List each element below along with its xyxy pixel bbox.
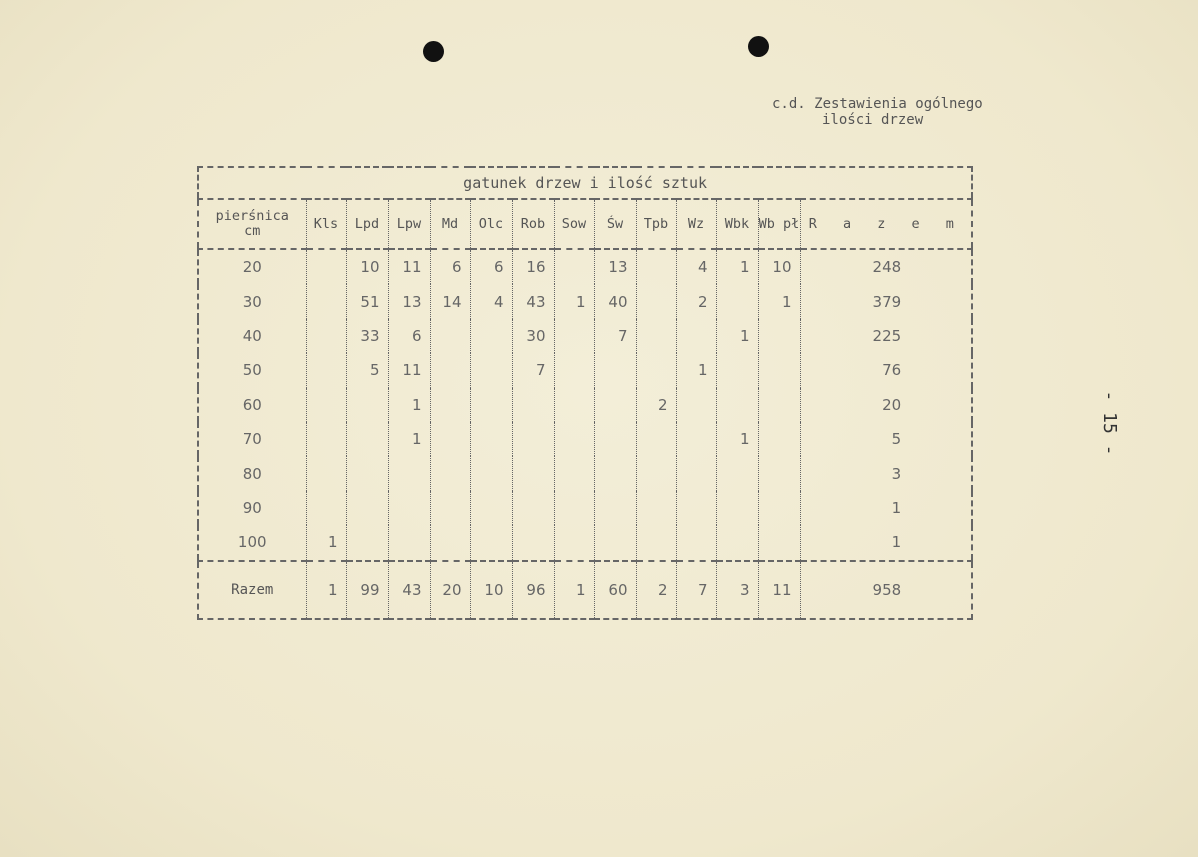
tree-count-table (197, 166, 973, 620)
row-total-cell: 1 (800, 491, 972, 525)
count-cell (716, 284, 758, 318)
count-cell (470, 422, 512, 456)
sum-cell: 99 (346, 561, 388, 619)
count-cell: 13 (388, 284, 430, 318)
count-cell: 2 (676, 284, 716, 318)
sum-label: Razem (198, 561, 306, 619)
column-header-total: R a z e m (800, 199, 972, 249)
count-cell (594, 525, 636, 560)
column-header-species: Św (594, 199, 636, 249)
column-header-diameter (198, 199, 306, 249)
row-total-cell: 248 (800, 249, 972, 284)
sum-cell: 60 (594, 561, 636, 619)
count-cell: 1 (758, 284, 800, 318)
column-header-species: Lpd (346, 199, 388, 249)
count-cell (636, 249, 676, 284)
count-cell: 7 (594, 319, 636, 353)
count-cell (430, 319, 470, 353)
diameter-label: pierśnica (215, 208, 289, 224)
table-caption: gatunek drzew i ilość sztuk (198, 167, 972, 199)
count-cell (594, 491, 636, 525)
count-cell (346, 525, 388, 560)
table-row (198, 284, 972, 318)
row-total-cell: 379 (800, 284, 972, 318)
count-cell (306, 491, 346, 525)
count-cell: 14 (430, 284, 470, 318)
count-cell (346, 422, 388, 456)
count-cell (306, 456, 346, 490)
count-cell (388, 525, 430, 560)
diameter-cell: 90 (198, 491, 306, 525)
count-cell (430, 422, 470, 456)
column-header-species: Rob (512, 199, 554, 249)
count-cell (512, 456, 554, 490)
count-cell (430, 388, 470, 422)
diameter-cell: 100 (198, 525, 306, 560)
count-cell (470, 353, 512, 387)
diameter-cell: 60 (198, 388, 306, 422)
count-cell (306, 353, 346, 387)
count-cell: 6 (430, 249, 470, 284)
count-cell: 13 (594, 249, 636, 284)
count-cell: 1 (716, 319, 758, 353)
count-cell (758, 456, 800, 490)
row-total-cell: 1 (800, 525, 972, 560)
table-row (198, 525, 972, 560)
count-cell (758, 388, 800, 422)
row-total-cell: 3 (800, 456, 972, 490)
count-cell (470, 525, 512, 560)
count-cell (306, 249, 346, 284)
document-heading (772, 96, 983, 128)
count-cell (636, 353, 676, 387)
count-cell (430, 353, 470, 387)
count-cell: 6 (470, 249, 512, 284)
count-cell (758, 525, 800, 560)
count-cell (554, 388, 594, 422)
column-header-species: Wz (676, 199, 716, 249)
count-cell (758, 353, 800, 387)
count-cell: 1 (676, 353, 716, 387)
diameter-unit: cm (244, 223, 261, 239)
column-header-species: Olc (470, 199, 512, 249)
column-header-species: Lpw (388, 199, 430, 249)
heading-line-2: ilości drzew (822, 112, 924, 128)
count-cell (716, 491, 758, 525)
sum-cell: 1 (554, 561, 594, 619)
column-header-species: Kls (306, 199, 346, 249)
count-cell: 2 (636, 388, 676, 422)
count-cell (512, 525, 554, 560)
punch-hole (748, 36, 769, 57)
count-cell (758, 422, 800, 456)
count-cell (554, 353, 594, 387)
count-cell: 1 (716, 249, 758, 284)
count-cell: 30 (512, 319, 554, 353)
count-cell: 40 (594, 284, 636, 318)
diameter-cell: 80 (198, 456, 306, 490)
count-cell: 33 (346, 319, 388, 353)
row-total-cell: 225 (800, 319, 972, 353)
count-cell (594, 353, 636, 387)
count-cell: 1 (388, 388, 430, 422)
count-cell (554, 319, 594, 353)
count-cell (636, 422, 676, 456)
count-cell (388, 456, 430, 490)
sum-row (198, 561, 972, 619)
table-row (198, 353, 972, 387)
count-cell (676, 319, 716, 353)
count-cell: 5 (346, 353, 388, 387)
count-cell: 1 (388, 422, 430, 456)
sum-cell: 10 (470, 561, 512, 619)
column-header-species: Sow (554, 199, 594, 249)
count-cell (676, 388, 716, 422)
count-cell (470, 456, 512, 490)
count-cell: 1 (554, 284, 594, 318)
count-cell: 11 (388, 249, 430, 284)
count-cell (676, 491, 716, 525)
table-row (198, 491, 972, 525)
count-cell (758, 319, 800, 353)
sum-cell: 1 (306, 561, 346, 619)
count-cell: 51 (346, 284, 388, 318)
row-total-cell: 5 (800, 422, 972, 456)
count-cell (554, 422, 594, 456)
count-cell (512, 491, 554, 525)
table-row (198, 422, 972, 456)
count-cell (716, 388, 758, 422)
count-cell (346, 388, 388, 422)
sum-cell: 11 (758, 561, 800, 619)
count-cell: 10 (346, 249, 388, 284)
row-total-cell: 20 (800, 388, 972, 422)
count-cell: 43 (512, 284, 554, 318)
count-cell (388, 491, 430, 525)
count-cell (430, 525, 470, 560)
sum-cell: 20 (430, 561, 470, 619)
count-cell (554, 491, 594, 525)
count-cell (346, 491, 388, 525)
count-cell (470, 388, 512, 422)
heading-line-1: c.d. Zestawienia ogólnego (772, 96, 983, 112)
count-cell (636, 319, 676, 353)
count-cell (306, 284, 346, 318)
count-cell (512, 388, 554, 422)
count-cell (636, 525, 676, 560)
count-cell (512, 422, 554, 456)
sum-cell: 3 (716, 561, 758, 619)
diameter-cell: 70 (198, 422, 306, 456)
diameter-cell: 50 (198, 353, 306, 387)
count-cell (676, 456, 716, 490)
count-cell: 4 (676, 249, 716, 284)
count-cell (306, 388, 346, 422)
column-header-species: Tpb (636, 199, 676, 249)
count-cell (676, 422, 716, 456)
table-row (198, 388, 972, 422)
count-cell (554, 456, 594, 490)
column-header-species: Wb pł (758, 199, 800, 249)
table-row (198, 456, 972, 490)
count-cell: 7 (512, 353, 554, 387)
count-cell (594, 456, 636, 490)
diameter-cell: 40 (198, 319, 306, 353)
count-cell (470, 319, 512, 353)
count-cell: 16 (512, 249, 554, 284)
count-cell: 1 (716, 422, 758, 456)
column-header-species: Md (430, 199, 470, 249)
count-cell (716, 353, 758, 387)
count-cell (470, 491, 512, 525)
count-cell (716, 456, 758, 490)
count-cell: 4 (470, 284, 512, 318)
count-cell: 11 (388, 353, 430, 387)
page-number: - 15 - (1099, 390, 1121, 456)
count-cell: 6 (388, 319, 430, 353)
count-cell (306, 319, 346, 353)
sum-cell: 43 (388, 561, 430, 619)
grand-total-cell: 958 (800, 561, 972, 619)
row-total-cell: 76 (800, 353, 972, 387)
sum-cell: 7 (676, 561, 716, 619)
punch-hole (423, 41, 444, 62)
count-cell (758, 491, 800, 525)
count-cell (716, 525, 758, 560)
sum-cell: 2 (636, 561, 676, 619)
count-cell: 10 (758, 249, 800, 284)
count-cell (554, 525, 594, 560)
diameter-cell: 30 (198, 284, 306, 318)
count-cell (636, 491, 676, 525)
sum-cell: 96 (512, 561, 554, 619)
count-cell (430, 456, 470, 490)
table-row (198, 319, 972, 353)
count-cell (676, 525, 716, 560)
count-cell (554, 249, 594, 284)
count-cell (594, 422, 636, 456)
count-cell (594, 388, 636, 422)
column-header-species: Wbk (716, 199, 758, 249)
count-cell (636, 456, 676, 490)
table-row (198, 249, 972, 284)
count-cell (636, 284, 676, 318)
count-cell (306, 422, 346, 456)
count-cell (346, 456, 388, 490)
count-cell: 1 (306, 525, 346, 560)
diameter-cell: 20 (198, 249, 306, 284)
count-cell (430, 491, 470, 525)
